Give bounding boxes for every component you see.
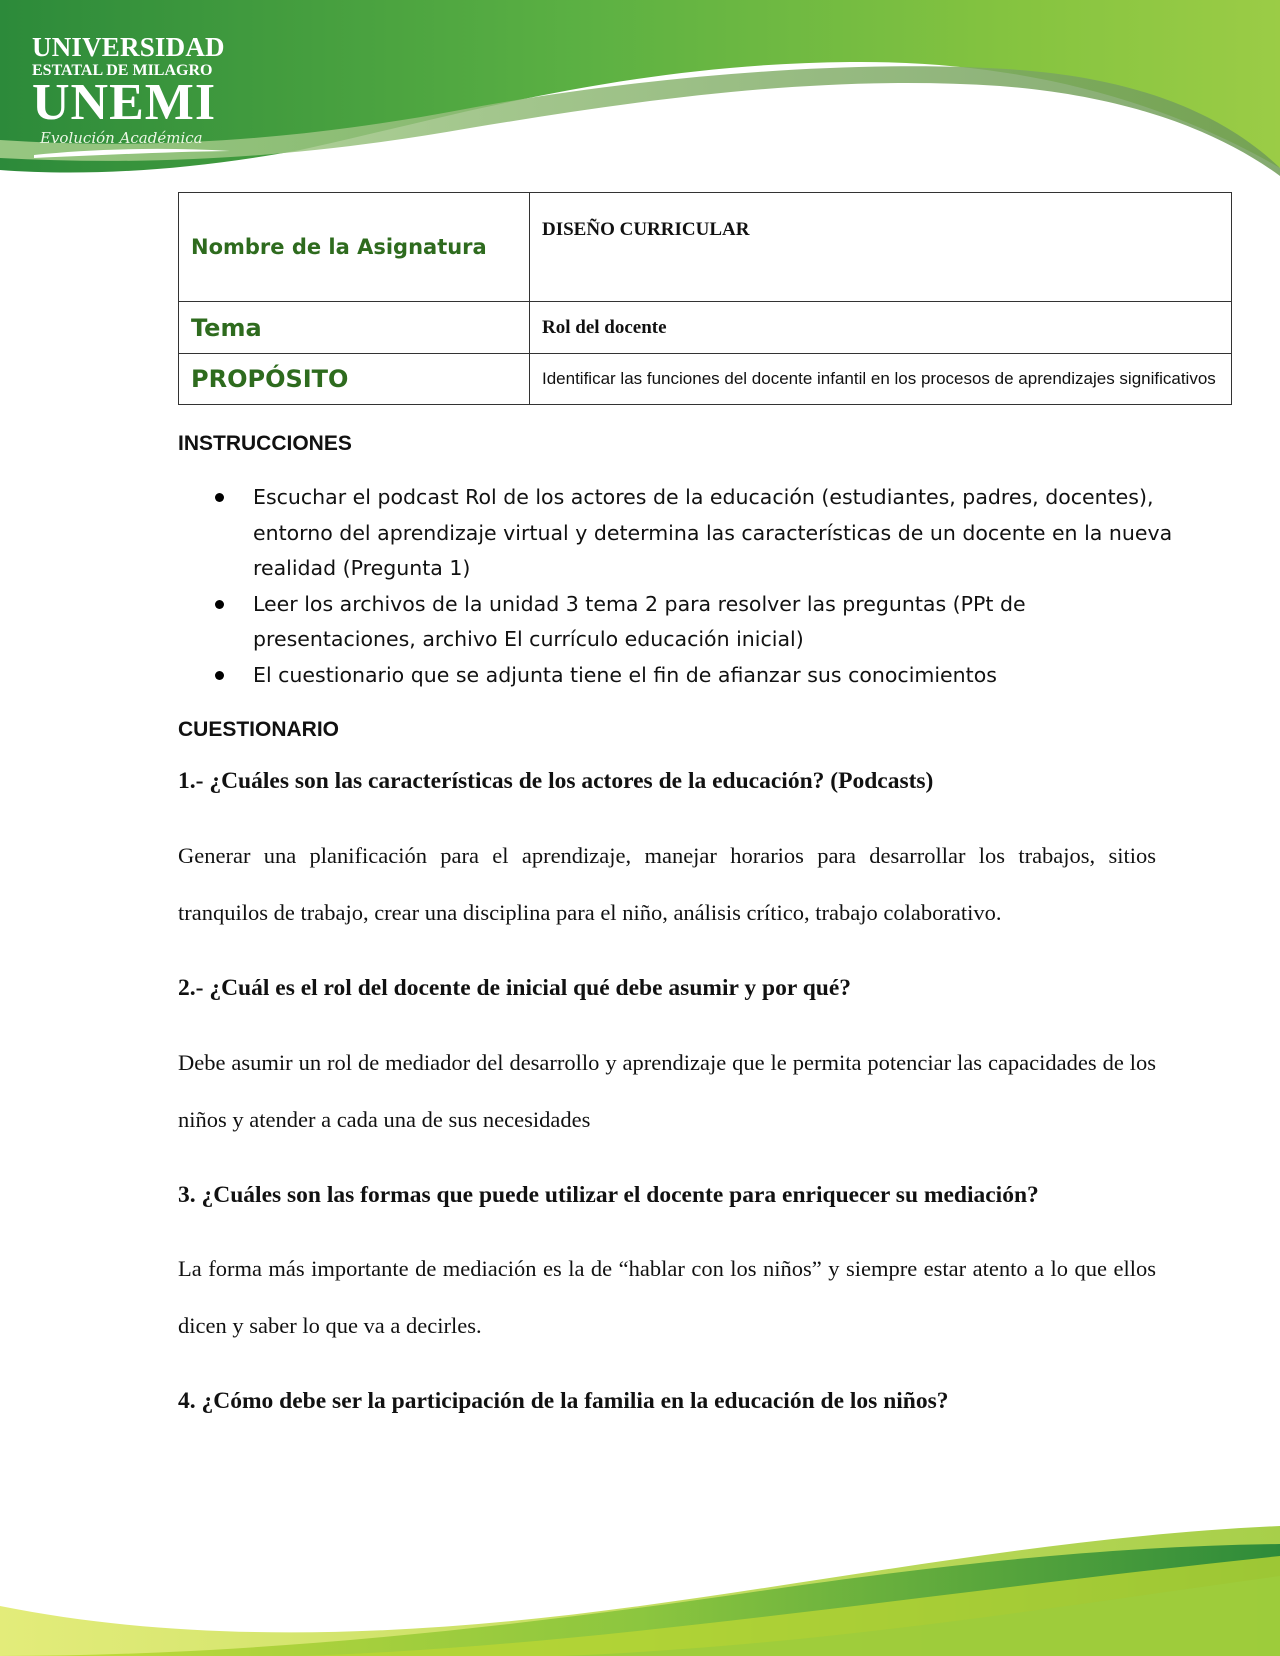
proposito-label: PROPÓSITO [179, 354, 530, 405]
questionnaire-heading: CUESTIONARIO [178, 718, 340, 741]
logo-university: UNIVERSIDAD [32, 32, 225, 62]
tema-value: Rol del docente [530, 302, 1232, 354]
question-2: 2.- ¿Cuál es el rol del docente de inicial qué debe asumir y por qué? [178, 975, 852, 1001]
unemi-logo [32, 34, 232, 159]
proposito-value: Identificar las funciones del docente infantil en los procesos de aprendizajes significativos [530, 354, 1232, 405]
logo-tagline: Evolución Académica [40, 129, 203, 147]
list-item: Escuchar el podcast Rol de los actores de la educación (estudiantes, padres, docentes), entorno del aprendizaje virtual y determina las características de un docente en la nueva realidad (Pregunta 1) [178, 480, 1178, 587]
asignatura-value: DISEÑO CURRICULAR [530, 193, 1232, 302]
logo-unemi: UNEMI [32, 74, 217, 131]
course-info-table [178, 192, 1232, 405]
instructions-heading: INSTRUCCIONES [178, 432, 352, 455]
footer-banner [0, 1496, 1280, 1656]
question-4: 4. ¿Cómo debe ser la participación de la familia en la educación de los niños? [178, 1388, 949, 1414]
list-item: Leer los archivos de la unidad 3 tema 2 para resolver las preguntas (PPt de presentaciones, archivo El currículo educación inicial) [178, 587, 1178, 658]
question-1: 1.- ¿Cuáles son las características de los actores de la educación? (Podcasts) [178, 768, 934, 794]
answer-1: Generar una planificación para el aprendizaje, manejar horarios para desarrollar los trabajos, sitios tranquilos de trabajo, crear una disciplina para el niño, análisis crítico, trabajo colaborativo. [178, 843, 1156, 925]
tema-label: Tema [179, 302, 530, 354]
instructions-list [178, 480, 1178, 693]
asignatura-label: Nombre de la Asignatura [179, 193, 530, 302]
bullet-icon [215, 493, 224, 502]
question-3: 3. ¿Cuáles son las formas que puede utilizar el docente para enriquecer su mediación? [178, 1182, 1039, 1208]
answer-3: La forma más importante de mediación es la de “hablar con los niños” y siempre estar atento a lo que ellos dicen y saber lo que va a decirles. [178, 1256, 1156, 1338]
bullet-icon [215, 671, 224, 680]
bullet-icon [215, 600, 224, 609]
logo-estatal: ESTATAL DE MILAGRO [32, 62, 213, 79]
list-item: El cuestionario que se adjunta tiene el fin de afianzar sus conocimientos [178, 658, 1178, 694]
answer-2: Debe asumir un rol de mediador del desarrollo y aprendizaje que le permita potenciar las capacidades de los niños y atender a cada una de sus necesidades [178, 1050, 1156, 1132]
